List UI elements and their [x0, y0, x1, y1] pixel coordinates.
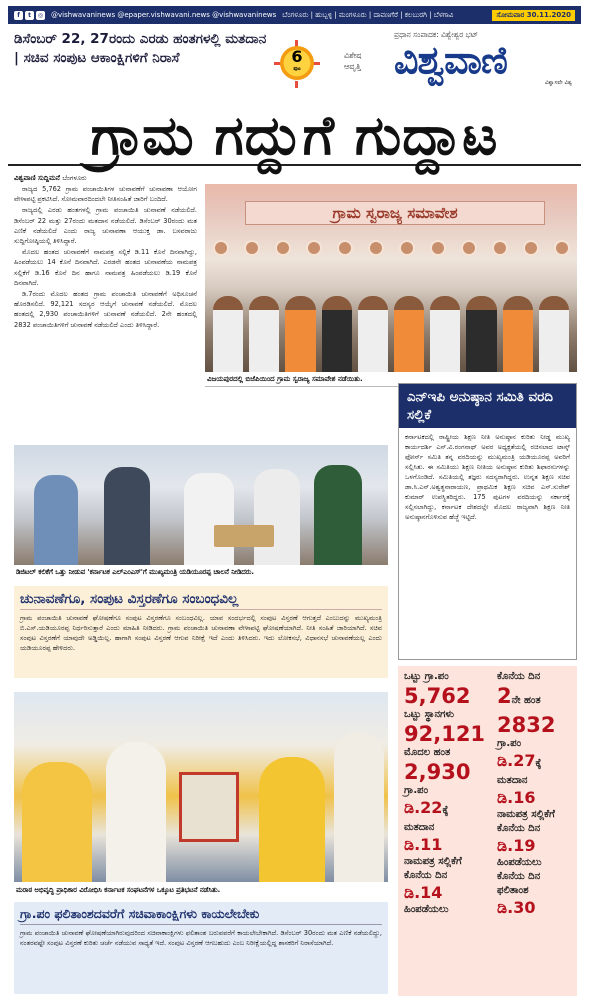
stats-column-left: ಒಟ್ಟು ಗ್ರಾ.ಪಂ 5,762 ಒಟ್ಟು ಸ್ಥಾನಗಳು 92,121 ಮೊದಲ ಹಂತ 2,930 ಗ್ರಾ.ಪಂ ಡಿ.22ಕ್ಕೆ ಮತದಾನ ಡಿ.11 ನಾಮಪತ್ರ ಸಲ್ಲಿಕೆಗೆ ಕೊನೆಯ ದಿನ ಡಿ.14 ಹಿಂಪಡೆಯಲು — [404, 671, 486, 915]
nep-body: ಕರ್ನಾಟಕದಲ್ಲಿ ರಾಷ್ಟ್ರೀಯ ಶಿಕ್ಷಣ ನೀತಿ ಅನುಷ್ಠಾನ ಕುರಿತು ನೀಡ್ಡ ಮುಖ್ಯ ಕಾರ್ಯದರ್ಶಿ ಎಸ್.ವಿ.ರಂಗನಾಥ್ ಅವರ ಅಧ್ಯಕ್ಷತೆಯಲ್ಲಿ ರಚಿಸಲಾದ ಟಾಸ್ಕ್ ಫೋರ್ಸ್ ಸಮಿತಿ ತನ್ನ ವರದಿಯನ್ನು ಮುಖ್ಯಮಂತ್ರಿ ಯಡಿಯೂರಪ್ಪ ಅವರಿಗೆ ಸಲ್ಲಿಸಿತು. ಈ ಸಮಿತಿಯು ಶಿಕ್ಷಣ ನೀತಿಯ ಅನುಷ್ಠಾನ ಕುರಿತು ಶಿಫಾರಸುಗಳನ್ನು ಒಳಗೊಂಡಿದೆ. ಸಮಿತಿಯಲ್ಲಿ ತಜ್ಞರು ಸದಸ್ಯರಾಗಿದ್ದರು. ಉನ್ನತ ಶಿಕ್ಷಣ ಸಚಿವ ಡಾ.ಸಿ.ಎನ್.ಅಶ್ವತ್ಥನಾರಾಯಣ, ಪ್ರಾಥಮಿಕ ಶಿಕ್ಷಣ ಸಚಿವ ಎಸ್.ಸುರೇಶ್ ಕುಮಾರ್ ಉಪಸ್ಥಿತರಿದ್ದರು. 175 ಪುಟಗಳ ವರದಿಯನ್ನು ಸರ್ಕಾರಕ್ಕೆ ಸಲ್ಲಿಸಲಾಗಿದ್ದು, ಕರ್ನಾಟಕ ದೇಶದಲ್ಲೇ ಮೊದಲ ರಾಜ್ಯವಾಗಿ ಶಿಕ್ಷಣ ನೀತಿ ಅನುಷ್ಠಾನಗೊಳಿಸುವ ಹೆಜ್ಜೆ ಇಟ್ಟಿದೆ. — [405, 433, 570, 521]
main-headline: ಗ್ರಾಮ ಗದ್ದುಗೆ ಗುದ್ದಾಟ — [8, 108, 581, 166]
seated-leaders — [205, 296, 577, 372]
photo-protest — [14, 692, 388, 882]
photo-rally — [205, 184, 577, 372]
stat-value: ಡಿ.16 — [497, 788, 536, 807]
aspirants-story-box — [14, 902, 388, 994]
tagline: ವಿಶ್ವಾಸವೇ ವಿಶ್ವ — [544, 80, 572, 86]
nep-story — [398, 383, 577, 660]
stats-column-right: ಕೊನೆಯ ದಿನ 2ನೇ ಹಂತ 2832 ಗ್ರಾ.ಪಂ ಡಿ.27ಕ್ಕೆ ಮತದಾನ ಡಿ.16 ನಾಮಪತ್ರ ಸಲ್ಲಿಕೆಗೆ ಕೊನೆಯ ದಿನ ಡಿ.19 ಹಿಂಪಡೆಯಲು ಕೊನೆಯ ದಿನ ಫಲಿತಾಂಶ ಡಿ.30 — [491, 666, 577, 996]
twitter-icon[interactable]: t — [25, 11, 34, 20]
banner-portraits — [205, 240, 577, 256]
top-bar — [8, 6, 581, 24]
edition-cities: ಬೆಂಗಳೂರು | ಹುಬ್ಬಳ್ಳಿ | ಮಂಗಳೂರು | ದಾವಣಗೆರೆ | ಕಲಬುರಗಿ | ಬೆಳಗಾವಿ — [282, 10, 454, 19]
stat-value: 2ನೇ ಹಂತ — [497, 684, 541, 708]
stat-value: 2832 — [497, 713, 556, 737]
stat-value: ಡಿ.30 — [497, 898, 536, 917]
story-paragraph: ಡಿ.7ರಂದು ಮೊದಲ ಹಂತದ ಗ್ರಾಮ ಪಂಚಾಯಿತಿ ಚುನಾವಣೆಗೆ ಅಧಿಸೂಚನೆ ಹೊರಡಿಸಲಿದೆ. 92,121 ಸದಸ್ಯರ ಆಯ್ಕೆಗೆ ಚುನಾವಣೆ ನಡೆಯಲಿದೆ. ಮೊದಲ ಹಂತದಲ್ಲಿ 2,930 ಪಂಚಾಯಿತಿಗಳಿಗೆ ಚುನಾವಣೆ ನಡೆಯಲಿದೆ. 2ನೇ ಹಂತದಲ್ಲಿ 2832 ಪಂಚಾಯಿತಿಗಳಿಗೆ ಚುನಾವಣೆ ನಡೆಯಲಿದೆ ಎಂದು ತಿಳಿಸಿದ್ದಾರೆ. — [14, 290, 197, 329]
editor-credit: ಪ್ರಧಾನ ಸಂಪಾದಕ: ವಿಶ್ವೇಶ್ವರ ಭಟ್ — [394, 30, 479, 39]
social-icons — [14, 11, 45, 20]
election-stats — [398, 666, 577, 996]
special-edition-badge — [276, 40, 338, 88]
box-title: ಚುನಾವಣೆಗೂ, ಸಂಪುಟ ವಿಸ್ತರಣೆಗೂ ಸಂಬಂಧವಿಲ್ಲ — [20, 591, 382, 610]
stat-value: 5,762 — [404, 684, 471, 708]
lead-headline: ಡಿಸೆಂಬರ್ 22, 27ರಂದು ಎರಡು ಹಂತಗಳಲ್ಲಿ ಮತದಾನ | ಸಚಿವ ಸಂಪುಟ ಆಕಾಂಕ್ಷಿಗಳಿಗೆ ನಿರಾಸೆ — [14, 31, 267, 66]
special-edition-label: ವಿಶೇಷ ಆವೃತ್ತಿ — [344, 51, 362, 71]
stat-value: ಡಿ.22ಕ್ಕೆ — [404, 798, 449, 817]
facebook-icon[interactable]: f — [14, 11, 23, 20]
photo-caption: ಮರಾಠ ಅಭಿವೃದ್ಧಿ ಪ್ರಾಧಿಕಾರ ವಿರೋಧಿಸಿ ಕರ್ನಾಟಕ ಸಂಘಟನೆಗಳ ಒಕ್ಕೂಟ ಪ್ರತಿಭಟನೆ ನಡೆಸಿತು. — [16, 886, 221, 894]
photo-caption: ಡಿಜಿಟಲ್ ಕಲಿಕೆಗೆ ಒತ್ತು ನೀಡುವ 'ಕರ್ನಾಟಕ ಎಲ್‌ಎಂಎಸ್'ಗೆ ಮುಖ್ಯಮಂತ್ರಿ ಯಡಿಯೂರಪ್ಪ ಚಾಲನೆ ನೀಡಿದರು. — [16, 568, 255, 576]
page-count: 6 — [291, 47, 303, 66]
box-title: ಗ್ರಾ.ಪಂ ಫಲಿತಾಂಶದವರೆಗೆ ಸಚಿವಾಕಾಂಕ್ಷಿಗಳು ಕಾಯಲೇಬೇಕು — [20, 906, 382, 925]
photo-caption: ವಿಜಯಪುರದಲ್ಲಿ ಬಿಜೆಪಿಯಿಂದ ಗ್ರಾಮ ಸ್ವರಾಜ್ಯ ಸಮಾವೇಶ ನಡೆಯಿತು. — [205, 373, 577, 387]
box-body: ಗ್ರಾಮ ಪಂಚಾಯಿತಿ ಚುನಾವಣೆ ಘೋಷಣೆಯಾಗಿರುವುದರಿಂದ ಸಚಿವಾಕಾಂಕ್ಷಿಗಳು ಫಲಿತಾಂಶ ಬರುವವರೆಗೆ ಕಾಯಲೇಬೇಕಾಗಿದೆ. ಡಿಸೆಂಬರ್ 30ರಂದು ಮತ ಎಣಿಕೆ ನಡೆಯಲಿದ್ದು, ನಂತರವಷ್ಟೇ ಸಂಪುಟ ವಿಸ್ತರಣೆ ಕುರಿತು ಚರ್ಚೆ ನಡೆಯುವ ಸಾಧ್ಯತೆ ಇದೆ. ಸಂಪುಟ ವಿಸ್ತರಣೆ ಆಗಬಹುದು ಎಂಬ ನಿರೀಕ್ಷೆಯಲ್ಲಿದ್ದ ಶಾಸಕರಿಗೆ ನಿರಾಸೆಯಾಗಿದೆ. — [20, 929, 382, 947]
photo-lms-launch — [14, 445, 388, 565]
cabinet-story-box — [14, 586, 388, 678]
story-paragraph: ಮೊದಲ ಹಂತದ ಚುನಾವಣೆಗೆ ನಾಮಪತ್ರ ಸಲ್ಲಿಕೆ ಡಿ.11 ಕೊನೆ ದಿನವಾಗಿದ್ದು, ಹಿಂಪಡೆಯಲು 14 ಕೊನೆ ದಿನವಾಗಿದೆ. ಎರಡನೇ ಹಂತದ ಚುನಾವಣೆಯ ನಾಮಪತ್ರ ಸಲ್ಲಿಕೆಗೆ ಡಿ.16 ಕೊನೆ ದಿನ ಹಾಗೂ ನಾಮಪತ್ರ ಹಿಂಪಡೆಯಲು ಡಿ.19 ಕೊನೆ ದಿನವಾಗಿದೆ. — [14, 248, 197, 287]
sun-icon — [280, 46, 314, 80]
stat-value: ಡಿ.11 — [404, 835, 443, 854]
stat-value: ಡಿ.14 — [404, 883, 443, 902]
issue-date: ಸೋಮವಾರ 30.11.2020 — [492, 10, 575, 21]
instagram-icon[interactable]: ◎ — [37, 11, 44, 19]
story-paragraph: ರಾಜ್ಯದ 5,762 ಗ್ರಾಮ ಪಂಚಾಯಿತಿಗಳ ಚುನಾವಣೆಗೆ ಚುನಾವಣಾ ಆಯೋಗ ವೇಳಾಪಟ್ಟಿ ಪ್ರಕಟಿಸಿದೆ. ಸೋಮವಾರದಿಂದಲೇ ನೀತಿಸಂಹಿತೆ ಜಾರಿಗೆ ಬಂದಿದೆ. — [14, 185, 197, 204]
stat-value: 2,930 — [404, 760, 471, 784]
nep-title: ಎನ್‌ಇಪಿ ಅನುಷ್ಠಾನ ಸಮಿತಿ ವರದಿ ಸಲ್ಲಿಕೆ — [399, 384, 576, 428]
byline: ವಿಶ್ವವಾಣಿ ಸುದ್ದಿಮನೆ ಬೆಂಗಳೂರು — [14, 174, 87, 182]
newspaper-logo[interactable]: ವಿಶ್ವವಾಣಿ — [394, 37, 507, 82]
social-handles: @vishwavaninews @epaper.vishwavani.news @vishwavaninews — [51, 11, 277, 19]
masthead — [394, 30, 584, 87]
stat-value: ಡಿ.27ಕ್ಕೆ — [497, 751, 542, 770]
stat-value: 92,121 — [404, 722, 486, 746]
box-body: ಗ್ರಾಮ ಪಂಚಾಯಿತಿ ಚುನಾವಣೆ ಘೋಷಣೆಗೂ ಸಂಪುಟ ವಿಸ್ತರಣೆಗೂ ಸಂಬಂಧವಿಲ್ಲ. ಯಾವ ಸಂದರ್ಭದಲ್ಲಿ ಸಂಪುಟ ವಿಸ್ತರಣೆ ಆಗುತ್ತದೆ ಎಂಬುದನ್ನು ಮುಖ್ಯಮಂತ್ರಿ ಬಿ.ಎಸ್.ಯಡಿಯೂರಪ್ಪ ನಿರ್ಧರಿಸುತ್ತಾರೆ ಎಂದು ಮಾಹಿತಿ ನೀಡಿದರು. ಗ್ರಾಮ ಪಂಚಾಯಿತಿ ಚುನಾವಣಾ ವೇಳಾಪಟ್ಟಿ ಘೋಷಣೆಯಾಗಿದೆ. ನೀತಿ ಸಂಹಿತೆ ಜಾರಿಯಾಗಿದೆ. ಸಚಿವ ಸಂಪುಟ ವಿಸ್ತರಣೆಗೆ ಯಾವುದೇ ಅಡ್ಡಿಯಿಲ್ಲ. ಹಾಗಾಗಿ ಸಂಪುಟ ವಿಸ್ತರಣೆ ಆಗುವ ನಿರೀಕ್ಷೆ ಇದೆ ಎಂದು ತಿಳಿಸಿದರು. ಇದು ಲೋಕಸಭೆ, ವಿಧಾನಸಭೆ ಚುನಾವಣೆಯಲ್ಲ ಎಂದು ಯಡಿಯೂರಪ್ಪ ಹೇಳಿದರು. — [20, 614, 382, 652]
page-unit: ಪುಟ — [293, 66, 301, 72]
stat-value: ಡಿ.19 — [497, 836, 536, 855]
stage-banner: ಗ್ರಾಮ ಸ್ವರಾಜ್ಯ ಸಮಾವೇಶ — [245, 201, 545, 225]
main-story — [14, 184, 197, 331]
story-paragraph: ರಾಜ್ಯದಲ್ಲಿ ಎರಡು ಹಂತಗಳಲ್ಲಿ ಗ್ರಾಮ ಪಂಚಾಯಿತಿ ಚುನಾವಣೆ ನಡೆಯಲಿದೆ. ಡಿಸೆಂಬರ್ 22 ಮತ್ತು 27ರಂದು ಮತದಾನ ನಡೆಯಲಿದೆ. ಡಿಸೆಂಬರ್ 30ರಂದು ಮತ ಎಣಿಕೆ ನಡೆಯಲಿದೆ ಎಂದು ರಾಜ್ಯ ಚುನಾವಣಾ ಆಯುಕ್ತ ಡಾ. ಬಸವರಾಜು ಸುದ್ದಿಗೋಷ್ಠಿಯಲ್ಲಿ ತಿಳಿಸಿದ್ದಾರೆ. — [14, 206, 197, 246]
